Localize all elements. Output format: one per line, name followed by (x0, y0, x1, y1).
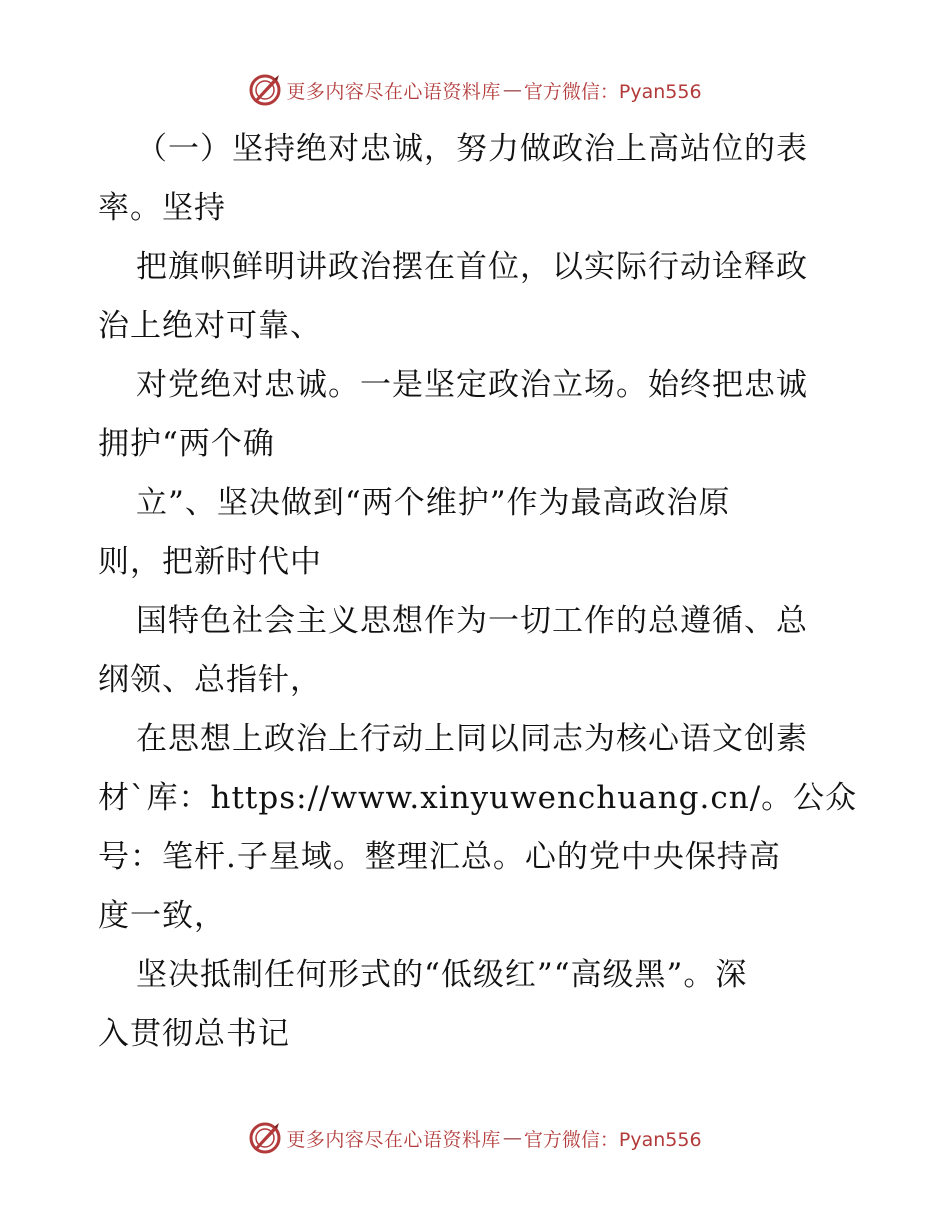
footer-banner (0, 1118, 950, 1158)
body-line: 治上绝对可靠、 (98, 308, 322, 344)
footer-banner-separator: — (502, 1127, 522, 1149)
document-body (98, 120, 858, 1064)
footer-banner-text: 更多内容尽在心语资料库 (286, 1128, 501, 1151)
body-line: 号：笔杆.子星域。整理汇总。心的党中央保持高 (98, 839, 781, 875)
header-banner-text: 更多内容尽在心语资料库 (286, 80, 501, 103)
header-wechat-id: 官方微信：Pyan556 (523, 80, 702, 103)
body-line: 国特色社会主义思想作为一切工作的总遵循、总 (136, 603, 808, 639)
body-line: 入贯彻总书记 (98, 1016, 290, 1052)
body-line: 则，把新时代中 (98, 544, 322, 580)
body-line: 在思想上政治上行动上同以同志为核心语文创素 (136, 721, 808, 757)
header-banner-separator: — (502, 79, 522, 101)
body-line: 把旗帜鲜明讲政治摆在首位，以实际行动诠释政 (136, 249, 808, 285)
quill-pen-logo-icon (248, 1121, 282, 1155)
body-line: 率。坚持 (98, 190, 226, 226)
body-line: （一）坚持绝对忠诚，努力做政治上高站位的表 (136, 131, 808, 167)
body-line: 对党绝对忠诚。一是坚定政治立场。始终把忠诚 (136, 367, 808, 403)
body-line: 材`库：https://www.xinyuwenchuang.cn/。公众 (98, 780, 858, 816)
body-line: 拥护“两个确 (98, 426, 275, 462)
body-line: 坚决抵制任何形式的“低级红”“高级黑”。深 (136, 957, 748, 993)
body-line: 纲领、总指针， (98, 662, 322, 698)
quill-pen-logo-icon (248, 73, 282, 107)
header-banner (0, 70, 950, 110)
body-line: 度一致， (98, 898, 226, 934)
footer-wechat-id: 官方微信：Pyan556 (523, 1128, 702, 1151)
body-line: 立”、坚决做到“两个维护”作为最高政治原 (136, 485, 731, 521)
